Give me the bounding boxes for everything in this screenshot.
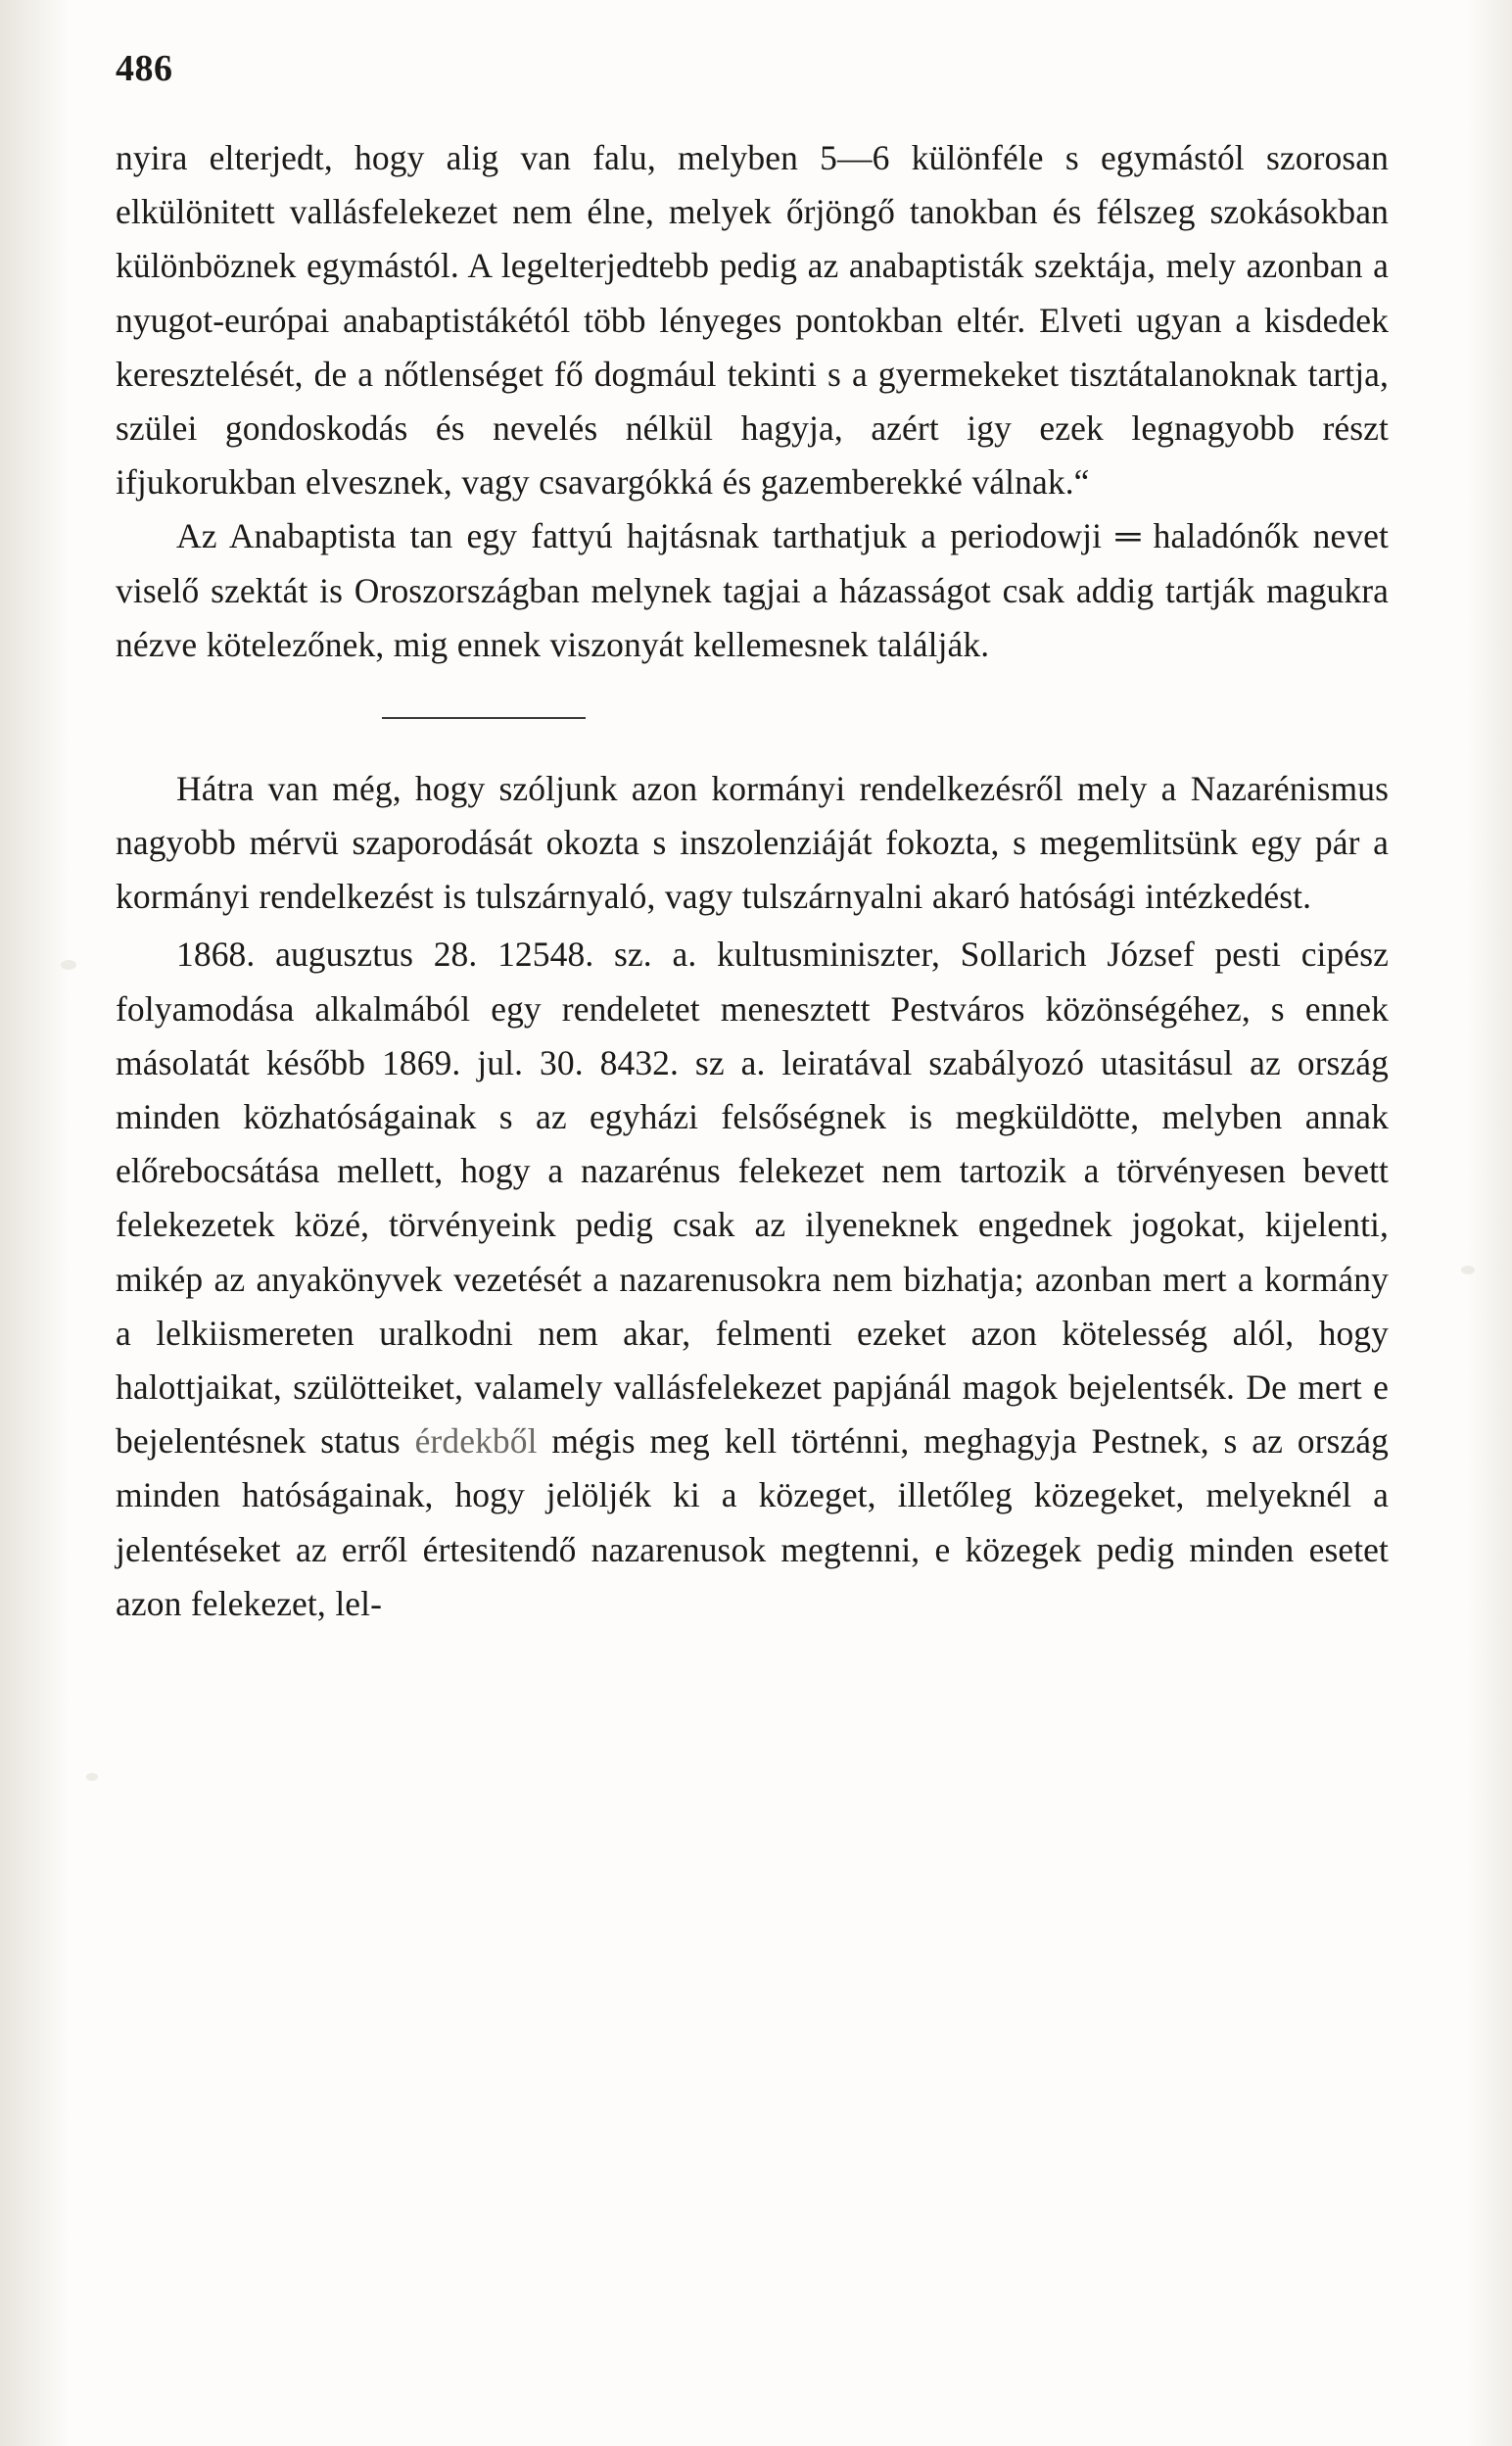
paragraph-2-text-before: Az Anabaptista tan egy fattyú hajtásnak tarthatjuk a periodowji <box>176 516 1103 556</box>
scan-speck <box>61 960 76 970</box>
scan-speck <box>86 1773 98 1781</box>
paragraph-2 <box>116 509 1389 672</box>
page-body <box>116 131 1389 1631</box>
paragraph-3: Hátra van még, hogy szóljunk azon kormányi rendelkezésről mely a Nazarénismus nagyobb mérvü szaporodását okozta s inszolenziáját fokozta, s megemlitsünk egy pár a kormányi rendelkezést is tulszárnyaló, vagy tulszárnyalni akaró hatósági intézkedést. <box>116 768 1389 917</box>
paragraph-4-text-after: mégis meg kell történni, meghagyja Pestnek, s az ország minden hatóságainak, hogy jelöljék ki a közeget, illetőleg közegeket, melyeknél a jelentéseket az erről értesitendő nazarenusok megtenni, e közegek pedig minden esetet azon felekezet, lel- <box>116 1421 1389 1623</box>
paragraph-4-text-before: 1868. augusztus 28. 12548. sz. a. kultusminiszter, Sollarich József pesti cipész folyamodása alkalmából egy rendeletet menesztett Pestváros közönségéhez, s ennek másolatát később 1869. jul. 30. 8432. sz a. leiratával szabályozó utasitásul az ország minden közhatóságainak s az egyházi felsőségnek is megküldötte, melyben annak előrebocsátása mellett, hogy a nazarénus felekezet nem tartozik a törvényesen bevett felekezetek közé, törvényeink pedig csak az ilyeneknek engednek jogokat, kijelenti, mikép az anyakönyvek vezetését a nazarenusokra nem bizhatja; azonban mert a kormány a lelkiismereten uralkodni nem akar, felmenti ezeket azon kötelesség alól, hogy halottjaikat, szülötteiket, valamely vallásfelekezet papjánál magok bejelentsék. De mert e bejelentésnek status <box>116 935 1389 1462</box>
paragraph-1: nyira elterjedt, hogy alig van falu, melyben 5—6 különféle s egymástól szorosan elkülönitett vallásfelekezet nem élne, melyek őrjöngő tanokban és félszeg szokásokban különböznek egymástól. A legelterjedtebb pedig az anabaptisták szektája, mely azonban a nyugot-európai anabaptistákétól több lényeges pontokban eltér. Elveti ugyan a kisdedek keresztelését, de a nőtlenséget fő dogmául tekinti s a gyermekeket tisztátalanoknak tartja, szülei gondoskodás és nevelés nélkül hagyja, azért igy ezek legnagyobb részt ifjukorukban elvesznek, vagy csavargókká és gazemberekké válnak.“ <box>116 138 1389 503</box>
paragraph-2-text-after: haladónők nevet viselő szektát is Oroszországban melynek tagjai a házasságot csak addig tartják magukra nézve kötelezőnek, mig ennek viszonyát kellemesnek találják. <box>116 516 1389 664</box>
equals-mark: ═ <box>1115 516 1140 556</box>
page-gutter-shading <box>0 0 69 2446</box>
section-divider-rule <box>382 717 586 719</box>
paragraph-4 <box>116 928 1389 1630</box>
faded-word: érdekből <box>414 1421 538 1462</box>
page-number: 486 <box>116 48 173 89</box>
page-edge-shading <box>1467 0 1512 2446</box>
page-content <box>116 0 1408 1631</box>
scan-speck <box>1461 1266 1475 1274</box>
